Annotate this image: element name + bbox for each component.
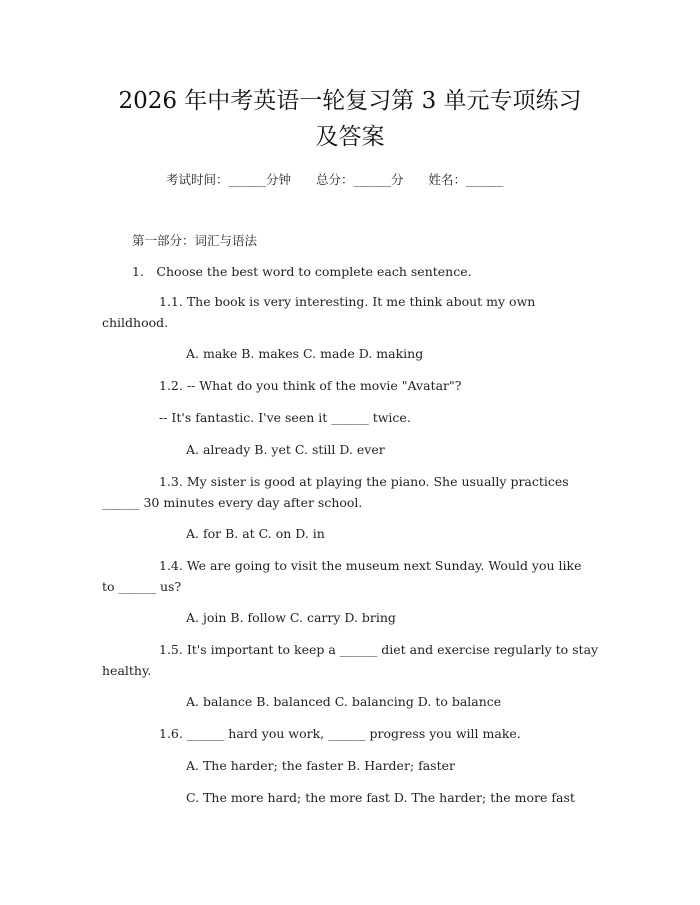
document-title <box>60 83 640 155</box>
question-1-2-reply: -- It's fantastic. I've seen it ______ twice. <box>159 410 411 425</box>
exam-info: 考试时间：______分钟 总分：______分 姓名：______ <box>166 172 504 187</box>
question-intro: 1. Choose the best word to complete each sentence. <box>132 264 472 279</box>
title-line-2: 及答案 <box>315 124 385 150</box>
question-1-4-options: A. join B. follow C. carry D. bring <box>186 610 396 625</box>
question-1-5-options: A. balance B. balanced C. balancing D. to balance <box>186 694 502 709</box>
question-1-1-stem: 1.1. The book is very interesting. It me think about my own childhood. <box>102 294 536 330</box>
question-1-3-options: A. for B. at C. on D. in <box>186 526 325 541</box>
question-1-2-options: A. already B. yet C. still D. ever <box>186 442 385 457</box>
question-1-3-stem: 1.3. My sister is good at playing the piano. She usually practices ______ 30 minutes every day after school. <box>102 474 569 510</box>
question-1-6-options-line-1: A. The harder; the faster B. Harder; faster <box>186 758 455 773</box>
question-1-5-stem: 1.5. It's important to keep a ______ diet and exercise regularly to stay healthy. <box>102 642 599 678</box>
title-line-1: 2026 年中考英语一轮复习第 3 单元专项练习 <box>118 88 582 114</box>
question-1-2-stem: 1.2. -- What do you think of the movie "Avatar"? <box>159 378 462 393</box>
question-1-4-stem: 1.4. We are going to visit the museum next Sunday. Would you like to ______ us? <box>102 558 582 594</box>
question-1-1-options: A. make B. makes C. made D. making <box>186 346 424 361</box>
question-1-6-stem: 1.6. ______ hard you work, ______ progress you will make. <box>159 726 521 741</box>
section-heading: 第一部分：词汇与语法 <box>132 233 258 248</box>
question-1-6-options-line-2: C. The more hard; the more fast D. The harder; the more fast <box>186 790 575 805</box>
